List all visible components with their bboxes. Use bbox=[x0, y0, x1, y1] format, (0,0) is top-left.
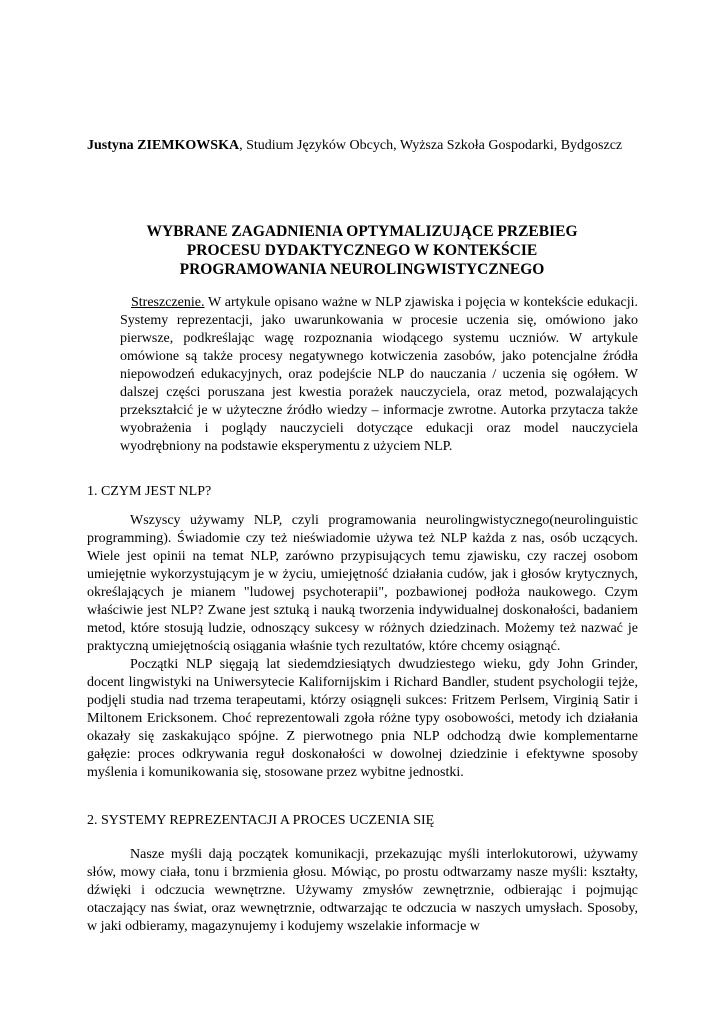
section-body-2 bbox=[87, 846, 638, 936]
section-heading-2: 2. SYSTEMY REPREZENTACJI A PROCES UCZENIA SIĘ bbox=[87, 813, 435, 828]
section-body-1 bbox=[87, 512, 638, 782]
paragraph: Wszyscy używamy NLP, czyli programowania neurolingwistycznego(neurolinguistic programming). Świadomie czy też nieświadomie używa też NLP każda z nas, osób uczących. Wiele jest opinii na temat NLP, zarówno przypisujących temu zjawisku, czy raczej osobom umiejętnie wykorzystującym je w życiu, umiejętność działania cudów, jak i głosów krytycznych, określających je mianem "ludowej psychoterapii", pozbawionej podłoża naukowego. Czym właściwie jest NLP? Zwane jest sztuką i nauką tworzenia indywidualnej doskonałości, badaniem metod, które stosują ludzie, odnoszący sukcesy w różnych dziedzinach. Możemy też nazwać je praktyczną umiejętnością osiągania właśnie tych rezultatów, które chcemy osiągnąć. bbox=[87, 513, 638, 654]
section-heading-1: 1. CZYM JEST NLP? bbox=[87, 484, 212, 499]
paragraph: Początki NLP sięgają lat siedemdziesiątych dwudziestego wieku, gdy John Grinder, docent lingwistyki na Uniwersytecie Kalifornijskim i Richard Bandler, student psychologii tejże, podjęli studia nad trzema terapeutami, którzy osiągnęli sukces: Fritzem Perlsem, Virginią Satir i Miltonem Ericksonem. Choć reprezentowali zgoła różne typy osobowości, metody ich działania okazały się zaskakująco spójne. Z pierwotnego pnia NLP odchodzą dwie komplementarne gałęzie: proces odkrywania reguł doskonałości w dowolnej dziedzinie i efektywne sposoby myślenia i komunikowania się, stosowane przez wybitne jednostki. bbox=[87, 657, 638, 780]
author-name: Justyna ZIEMKOWSKA bbox=[87, 138, 240, 153]
paragraph: Nasze myśli dają początek komunikacji, przekazując myśli interlokutorowi, używamy słów, mowy ciała, tonu i brzmienia głosu. Mówiąc, po prostu odtwarzamy nasze myśli: kształty, dźwięki i odczucia wewnętrzne. Używamy zmysłów zewnętrznie, odbierając i pojmując otaczający nas świat, oraz wewnętrznie, odtwarzając te odczucia w naszych umysłach. Sposoby, w jaki odbieramy, magazynujemy i kodujemy wszelakie informacje w bbox=[87, 847, 638, 934]
abstract-label: Streszczenie. bbox=[131, 295, 205, 310]
author-affiliation: , Studium Języków Obcych, Wyższa Szkoła Gospodarki, Bydgoszcz bbox=[239, 138, 623, 153]
title-line: PROCESU DYDAKTYCZNEGO W KONTEKŚCIE bbox=[186, 242, 538, 259]
title-line: WYBRANE ZAGADNIENIA OPTYMALIZUJĄCE PRZEBIEG bbox=[146, 223, 578, 240]
abstract bbox=[120, 294, 638, 456]
title-line: PROGRAMOWANIA NEUROLINGWISTYCZNEGO bbox=[179, 261, 545, 278]
abstract-text: W artykule opisano ważne w NLP zjawiska i pojęcia w kontekście edukacji. Systemy reprezentacji, jako uwarunkowania w procesie uczenia się, omówiono jako pierwsze, podkreślając wagę rozpoznania wiodącego systemu uczniów. W artykule omówione są także procesy negatywnego kotwiczenia zasobów, jako potencjalne źródła niepowodzeń edukacyjnych, oraz podejście NLP do nauczania / uczenia się ogółem. W dalszej części poruszana jest kwestia porażek nauczyciela, oraz metod, pozwalających przekształcić je w użyteczne źródło wiedzy – informacje zwrotne. Autorka przytacza także wyobrażenia i poglądy nauczycieli dotyczące edukacji oraz model nauczyciela wyodrębniony na podstawie eksperymentu z użyciem NLP. bbox=[120, 295, 638, 454]
paper-title bbox=[87, 222, 637, 279]
author-line bbox=[87, 137, 637, 155]
